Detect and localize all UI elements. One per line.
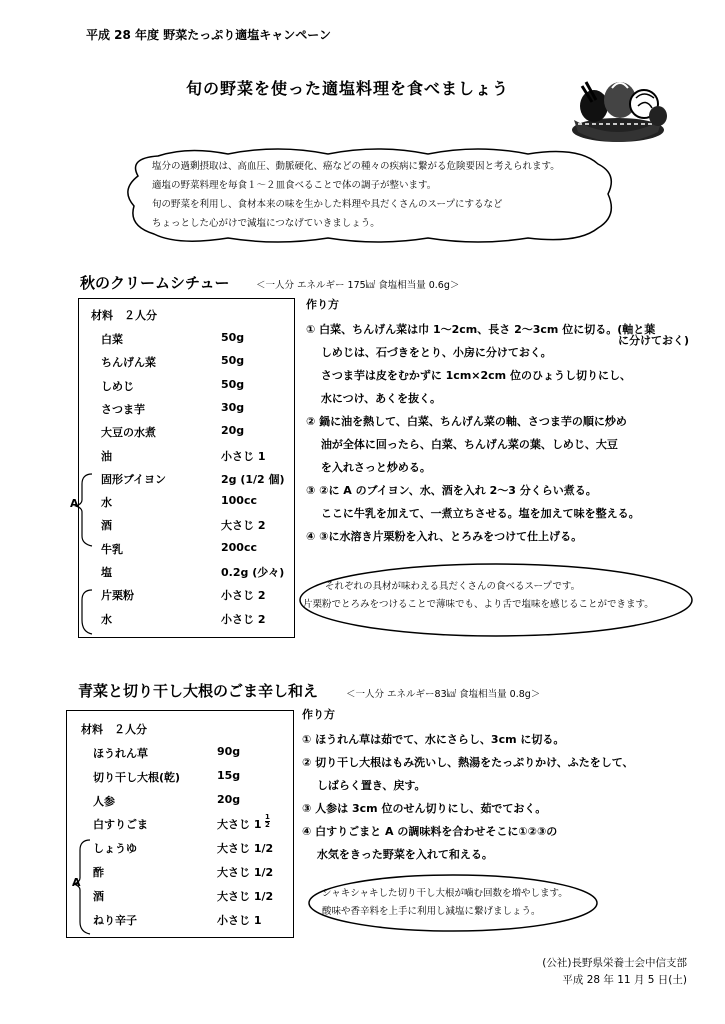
- intro-line: ちょっとした心がけで減塩につなげていきましょう。: [152, 218, 380, 229]
- ingredient-name: 切り干し大根(乾): [93, 770, 181, 784]
- ingredient-name: しめじ: [101, 379, 134, 393]
- ingredient-amount: 小さじ 2: [221, 612, 266, 626]
- page-title: 旬の野菜を使った適塩料理を食べましょう: [186, 79, 510, 98]
- vegetable-basket-illustration: [562, 68, 674, 148]
- ingredient-name: しょうゆ: [93, 842, 137, 856]
- ingredients-header: 材料 ２人分: [81, 723, 147, 736]
- ingredient-row: [79, 517, 294, 537]
- ingredient-row: [67, 793, 293, 813]
- recipe1-braces: [60, 470, 96, 640]
- ingredient-amount: 200cc: [221, 540, 258, 554]
- ingredient-name: 油: [101, 449, 112, 463]
- ingredient-amount: 大さじ 1/2: [217, 842, 274, 856]
- ingredient-amount: 2g (1/2 個): [221, 472, 285, 486]
- ingredient-row: [79, 564, 294, 584]
- step-line: ここに牛乳を加えて、一煮立ちさせる。塩を加えて味を整える。: [306, 507, 640, 520]
- ingredient-name: 酒: [93, 889, 104, 903]
- step-line: ③ 人参は 3cm 位のせん切りにし、茹でておく。: [302, 802, 547, 815]
- ingredient-name: 固形ブイヨン: [101, 472, 167, 486]
- ingredient-amount: 20g: [217, 792, 241, 806]
- recipe2-title: 青菜と切り干し大根のごま辛し和え: [78, 682, 319, 700]
- step-line: 油が全体に回ったら、白菜、ちんげん菜の葉、しめじ、大豆: [306, 438, 618, 451]
- ingredient-amount: 小さじ 2: [221, 589, 266, 603]
- step-line: ② 切り干し大根はもみ洗いし、熱湯をたっぷりかけ、ふたをして、: [302, 756, 634, 769]
- ingredient-row: [79, 541, 294, 561]
- fraction-denominator: 2: [265, 821, 270, 830]
- recipe2-ingredients-box: [66, 710, 294, 938]
- ingredient-amount: 大さじ 1/2: [217, 866, 274, 879]
- recipe2-steps-title: 作り方: [302, 708, 335, 721]
- ingredient-name: 大豆の水煮: [101, 426, 156, 440]
- ingredient-amount: 100cc: [221, 494, 258, 508]
- ingredient-amount: 0.2g (少々): [221, 566, 285, 579]
- step-line: しばらく置き、戻す。: [302, 779, 426, 792]
- ingredient-name: 酒: [101, 519, 112, 533]
- ingredient-amount: 小さじ 1: [217, 913, 262, 927]
- step-line: ④ ③に水溶き片栗粉を入れ、とろみをつけて仕上げる。: [306, 530, 583, 543]
- ingredient-name: 水: [101, 496, 112, 510]
- recipe2-comment: [322, 885, 568, 921]
- ingredients-header: 材料 ２人分: [91, 309, 157, 322]
- ingredient-row: [79, 424, 294, 444]
- ingredient-row: [67, 912, 293, 932]
- step-line: さつま芋は皮をむかずに 1cm×2cm 位のひょうし切りにし、: [306, 369, 631, 382]
- ingredient-amount: 小さじ 1: [221, 449, 266, 463]
- group-a-label: A: [70, 497, 79, 510]
- ingredient-row: [67, 813, 293, 836]
- ingredient-row: [79, 378, 294, 398]
- recipe1-ingredients-box: [78, 298, 295, 638]
- step-line: ① ほうれん草は茹でて、水にさらし、3cm に切る。: [302, 733, 565, 746]
- ingredient-amount: 50g: [221, 354, 245, 368]
- ingredient-amount: 50g: [221, 331, 245, 344]
- ingredient-amount: 大さじ 1: [217, 818, 262, 832]
- ingredient-name: 片栗粉: [101, 589, 134, 603]
- intro-line: 適塩の野菜料理を毎食１～２皿食べることで体の調子が整います。: [152, 180, 437, 191]
- step-line: ① 白菜、ちんげん菜は巾 1～2cm、長さ 2～3cm 位に切る。(軸と葉: [306, 323, 656, 336]
- recipe2-steps: [302, 728, 633, 866]
- footer-date: 平成 28 年 11 月 5 日(土): [562, 974, 687, 986]
- ingredient-name: 塩: [101, 566, 112, 579]
- recipe1-subtitle: ＜一人分 エネルギー 175㎉ 食塩相当量 0.6g＞: [256, 280, 460, 291]
- ingredient-row: [79, 354, 294, 374]
- ingredient-name: ちんげん菜: [101, 356, 156, 370]
- ingredient-row: [79, 401, 294, 421]
- step-line: 水につけ、あくを抜く。: [306, 392, 441, 405]
- footer-org: (公社)長野県栄養士会中信支部: [542, 957, 687, 969]
- ingredient-row: [67, 888, 293, 908]
- ingredient-name: ほうれん草: [93, 747, 148, 760]
- campaign-header: 平成 28 年度 野菜たっぷり適塩キャンペーン: [86, 28, 331, 42]
- group-a-label: A: [72, 876, 81, 889]
- comment-line: 酸味や香辛料を上手に利用し減塩に繋げましょう。: [322, 906, 541, 917]
- recipe2-subtitle: ＜一人分 エネルギー83㎉ 食塩相当量 0.8g＞: [346, 689, 541, 700]
- ingredient-amount: 30g: [221, 400, 245, 414]
- recipe1-title: 秋のクリームシチュー: [80, 274, 230, 292]
- ingredient-amount: 50g: [221, 377, 245, 391]
- recipe1-steps: [306, 318, 655, 548]
- ingredient-row: [67, 864, 293, 884]
- intro-text: [152, 157, 560, 233]
- ingredient-name: 酢: [93, 866, 104, 879]
- ingredient-row: [67, 840, 293, 860]
- ingredient-amount: 20g: [221, 424, 245, 438]
- ingredient-row: [79, 471, 294, 491]
- ingredient-amount: 90g: [217, 745, 241, 758]
- ingredient-amount: 大さじ 1/2: [217, 889, 274, 903]
- comment-line: それぞれの具材が味わえる具だくさんの食べるスープです。: [325, 581, 581, 592]
- footer: [542, 955, 687, 989]
- step-line: ② 鍋に油を熱して、白菜、ちんげん菜の軸、さつま芋の順に炒め: [306, 415, 627, 428]
- ingredient-row: [67, 745, 293, 765]
- ingredient-amount: 大さじ 2: [221, 519, 266, 533]
- ingredient-row: [79, 448, 294, 468]
- ingredient-amount: 15g: [217, 768, 241, 782]
- ingredient-row: [79, 494, 294, 514]
- recipe1-steps-title: 作り方: [306, 298, 339, 311]
- step-line: ③ ②に A のブイヨン、水、酒を入れ 2～3 分くらい煮る。: [306, 484, 597, 497]
- ingredient-name: さつま芋: [101, 402, 145, 416]
- step-line: を入れさっと炒める。: [306, 461, 431, 474]
- ingredient-row: [79, 331, 294, 351]
- intro-line: 旬の野菜を利用し、食材本来の味を生かした料理や具だくさんのスープにするなど: [152, 199, 503, 210]
- ingredient-name: 牛乳: [101, 542, 123, 556]
- ingredient-name: ねり辛子: [93, 913, 137, 927]
- amount-fraction: [265, 814, 270, 829]
- ingredient-name: 水: [101, 612, 112, 626]
- step-note: に分けておく): [618, 334, 690, 347]
- ingredient-name: 人参: [93, 794, 115, 808]
- fraction-numerator: 1: [265, 813, 270, 822]
- comment-line: シャキシャキした切り干し大根が噛む回数を増やします。: [322, 888, 568, 899]
- ingredient-name: 白菜: [101, 333, 123, 346]
- ingredient-name: 白すりごま: [93, 818, 148, 832]
- ingredient-row: [79, 611, 294, 631]
- recipe1-comment: [303, 578, 654, 614]
- comment-line: 片栗粉でとろみをつけることで薄味でも、より舌で塩味を感じることができます。: [303, 599, 654, 610]
- step-line: しめじは、石づきをとり、小房に分けておく。: [306, 346, 552, 359]
- step-line: ④ 白すりごまと A の調味料を合わせそこに①②③の: [302, 825, 558, 838]
- ingredient-row: [79, 587, 294, 607]
- ingredient-row: [67, 769, 293, 789]
- intro-line: 塩分の過剰摂取は、高血圧、動脈硬化、癌などの種々の疾病に繋がる危険要因と考えられます。: [152, 161, 560, 172]
- step-line: 水気をきった野菜を入れて和える。: [302, 848, 493, 861]
